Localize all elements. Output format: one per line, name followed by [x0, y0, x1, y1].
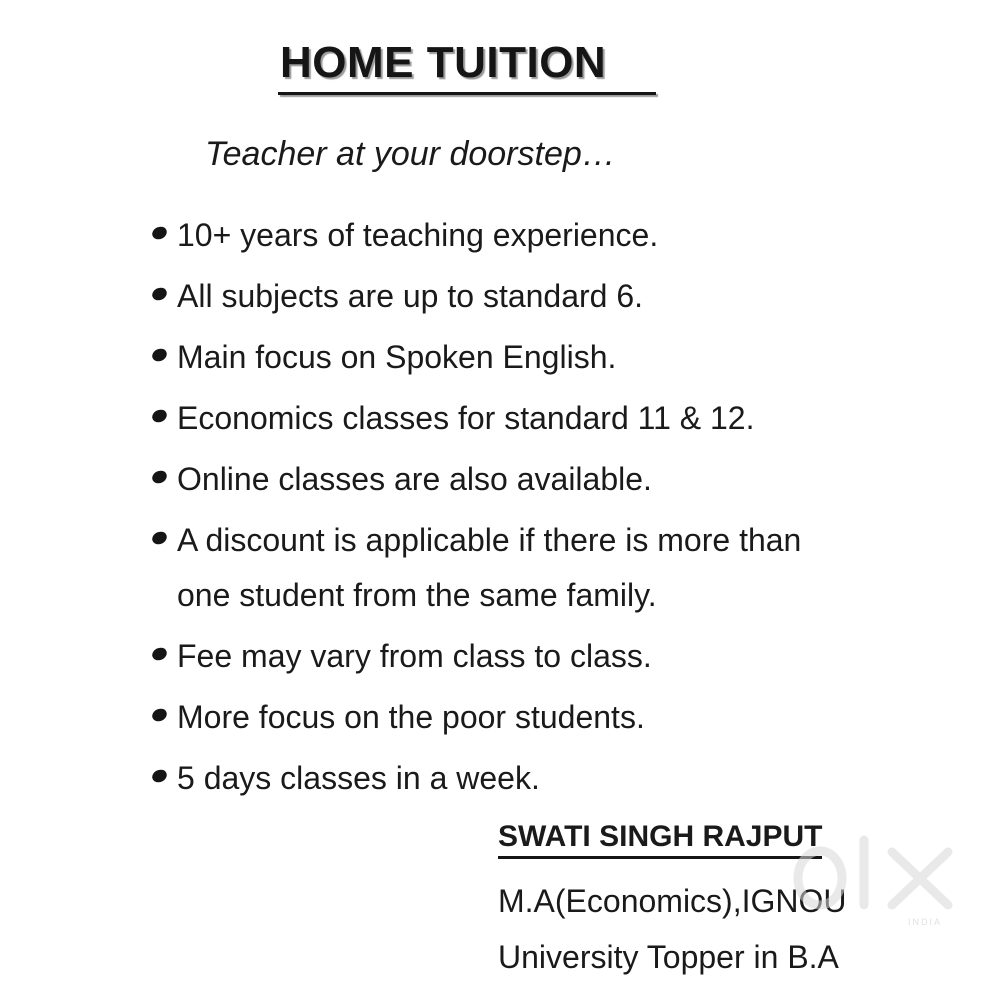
- feature-item: [150, 690, 801, 745]
- bullet-icon: [150, 645, 169, 662]
- bullet-icon: [150, 224, 169, 241]
- bullet-icon: [150, 529, 169, 546]
- tutor-name: SWATI SINGH RAJPUT: [498, 820, 822, 859]
- poster-title: HOME TUITION: [280, 38, 607, 87]
- feature-list: [150, 208, 801, 812]
- watermark-region: INDIA: [908, 917, 943, 927]
- feature-item: [150, 269, 801, 324]
- feature-item: [150, 629, 801, 684]
- feature-text: 10+ years of teaching experience.: [177, 217, 659, 253]
- feature-item: [150, 208, 801, 263]
- feature-text: 5 days classes in a week.: [177, 760, 540, 796]
- feature-text: Fee may vary from class to class.: [177, 638, 652, 674]
- bullet-icon: [150, 767, 169, 784]
- bullet-icon: [150, 706, 169, 723]
- feature-text: Online classes are also available.: [177, 461, 652, 497]
- bullet-icon: [150, 468, 169, 485]
- feature-item: [150, 391, 801, 446]
- feature-item: [150, 751, 801, 806]
- tutor-qualification: M.A(Economics),IGNOU: [498, 883, 847, 919]
- feature-text: Economics classes for standard 11 & 12.: [177, 400, 755, 436]
- feature-item: [150, 452, 801, 507]
- bullet-icon: [150, 407, 169, 424]
- feature-text: All subjects are up to standard 6.: [177, 278, 644, 314]
- feature-text-continuation: one student from the same family.: [177, 577, 657, 613]
- olx-logo-icon: [788, 830, 968, 940]
- feature-item: [150, 330, 801, 385]
- feature-item: [150, 513, 801, 623]
- poster-tagline: Teacher at your doorstep…: [205, 135, 616, 173]
- title-underline: [278, 92, 656, 95]
- bullet-icon: [150, 285, 169, 302]
- feature-text: Main focus on Spoken English.: [177, 339, 617, 375]
- bullet-icon: [150, 346, 169, 363]
- tutor-achievement: University Topper in B.A: [498, 939, 839, 975]
- feature-text: A discount is applicable if there is more than: [177, 522, 802, 558]
- feature-text: More focus on the poor students.: [177, 699, 645, 735]
